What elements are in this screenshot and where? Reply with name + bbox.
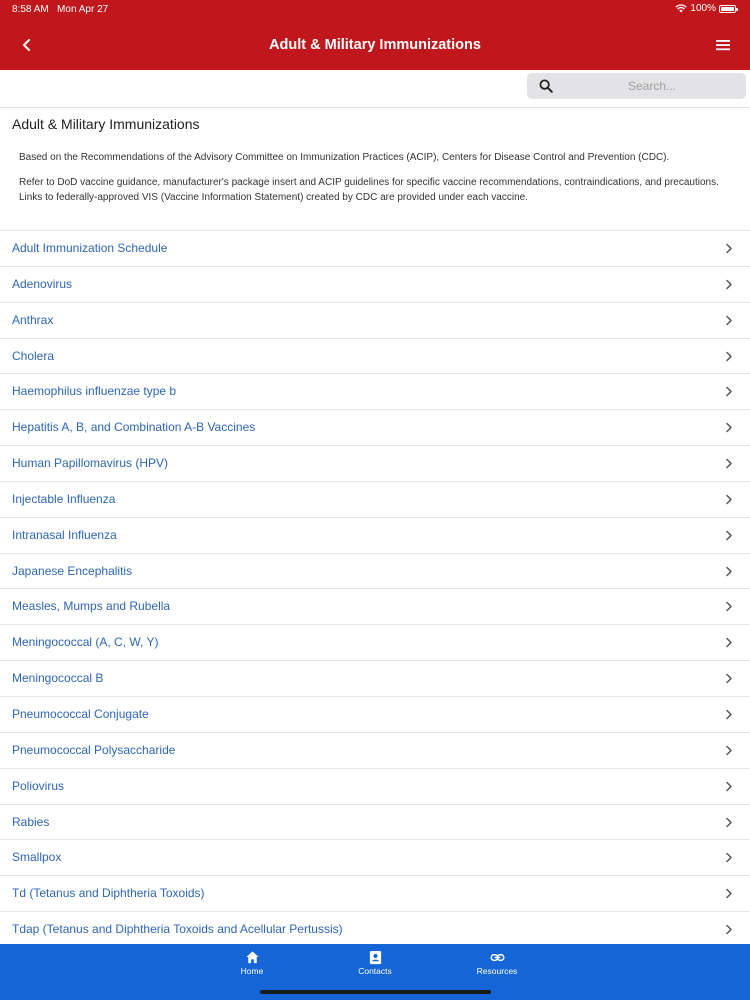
list-item-label: Cholera [12,348,55,363]
home-icon [245,950,260,965]
list-item-label: Pneumococcal Conjugate [12,706,149,721]
chevron-right-icon [724,422,734,433]
status-date-text: Mon Apr 27 [57,4,109,15]
tab-resources[interactable] [457,950,537,984]
list-item-label: Td (Tetanus and Diphtheria Toxoids) [12,886,205,901]
search-input[interactable] [567,73,737,99]
intro-paragraph: Based on the Recommendations of the Advisory Committee on Immunization Practices (ACIP), Centers for Disease Control and Prevention (CDC). [19,152,670,163]
intro-text [19,151,719,216]
chevron-right-icon [724,709,734,720]
chevron-right-icon [724,566,734,577]
list-item[interactable] [0,733,750,769]
page-title: Adult & Military Immunizations [12,116,200,132]
list-item[interactable] [0,769,750,805]
navigation-bar [0,20,750,70]
list-item[interactable] [0,446,750,482]
chevron-right-icon [724,386,734,397]
chevron-right-icon [724,530,734,541]
chevron-right-icon [724,637,734,648]
list-item-label: Rabies [12,814,50,829]
list-item[interactable] [0,267,750,303]
intro-paragraph: Refer to DoD vaccine guidance, manufacturer's package insert and ACIP guidelines for specific vaccine recommendations, contraindications, and precautions. Links to federally-approved VIS (Vaccine Information Statement) created by CDC are provided under each vaccine. [19,177,719,203]
list-item[interactable] [0,303,750,339]
list-item[interactable] [0,518,750,554]
list-item[interactable] [0,410,750,446]
chevron-right-icon [724,852,734,863]
list-item-label: Haemophilus influenzae type b [12,384,177,399]
list-item-label: Meningococcal B [12,671,104,686]
chevron-right-icon [724,745,734,756]
page-header-title: Adult & Military Immunizations [269,37,481,53]
search-bar [0,70,750,108]
list-item-label: Measles, Mumps and Rubella [12,599,171,614]
list-item[interactable] [0,339,750,375]
status-right [675,3,736,14]
search-icon [539,79,553,93]
chevron-right-icon [724,673,734,684]
list-item-label: Anthrax [12,312,54,327]
list-item-label: Adenovirus [12,276,73,291]
status-time-text: 8:58 AM [12,4,49,15]
list-item-label: Meningococcal (A, C, W, Y) [12,635,159,650]
list-item[interactable] [0,912,750,948]
list-item-label: Pneumococcal Polysaccharide [12,742,176,757]
list-item[interactable] [0,661,750,697]
list-item[interactable] [0,554,750,590]
chevron-right-icon [724,315,734,326]
tab-resources-label: Resources [476,966,518,976]
list-item[interactable] [0,697,750,733]
status-bar [0,0,750,20]
list-item-label: Japanese Encephalitis [12,563,133,578]
list-item[interactable] [0,374,750,410]
list-item-label: Hepatitis A, B, and Combination A-B Vaccines [12,420,256,435]
status-time [12,4,108,15]
link-icon [490,950,505,965]
list-item-label: Adult Immunization Schedule [12,241,168,255]
list-item[interactable] [0,805,750,841]
home-indicator [260,990,491,994]
tab-home-label: Home [240,966,264,976]
battery-fill [721,7,734,11]
list-item-label: Human Papillomavirus (HPV) [12,456,169,471]
list-item[interactable] [0,589,750,625]
list-item[interactable] [0,482,750,518]
battery-percent: 100% [690,3,716,14]
tab-contacts-label: Contacts [358,966,392,976]
list-item-label: Intranasal Influenza [12,527,117,542]
tab-home[interactable] [212,950,292,984]
search-box[interactable] [527,73,746,99]
list-item[interactable] [0,231,750,267]
chevron-right-icon [724,458,734,469]
tab-contacts[interactable] [335,950,415,984]
chevron-right-icon [724,351,734,362]
chevron-right-icon [724,494,734,505]
vaccine-list [0,230,750,948]
contacts-icon [368,950,383,965]
chevron-right-icon [724,781,734,792]
battery-icon [719,5,736,13]
chevron-right-icon [724,601,734,612]
list-item-label: Poliovirus [12,778,65,793]
list-item[interactable] [0,625,750,661]
hamburger-menu-icon[interactable] [712,34,734,56]
chevron-right-icon [724,817,734,828]
wifi-icon [675,4,687,13]
chevron-right-icon [724,279,734,290]
list-item-label: Injectable Influenza [12,491,116,506]
list-item-label: Smallpox [12,850,62,865]
list-item-label: Tdap (Tetanus and Diphtheria Toxoids and Acellular Pertussis) [12,922,343,937]
chevron-right-icon [724,888,734,899]
list-item[interactable] [0,876,750,912]
chevron-right-icon [724,243,734,254]
list-item[interactable] [0,840,750,876]
chevron-right-icon [724,924,734,935]
